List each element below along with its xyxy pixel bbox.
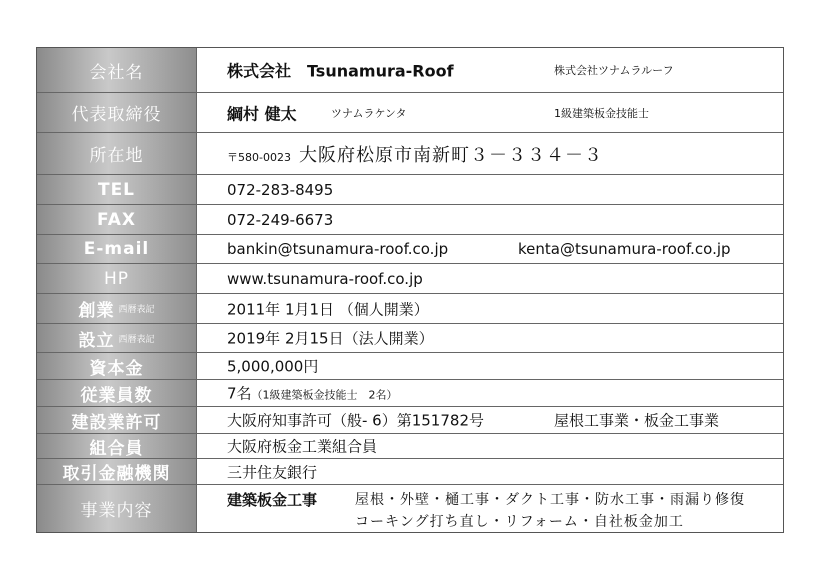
- label-representative: 代表取締役: [37, 93, 197, 132]
- label-fax: FAX: [37, 205, 197, 234]
- row-union: [37, 434, 783, 459]
- capital-amount: 5,000,000円: [227, 357, 319, 376]
- homepage-url: www.tsunamura-roof.co.jp: [227, 269, 423, 288]
- value-employees: [197, 380, 783, 406]
- established-date: 2019年 2月15日（法人開業）: [227, 329, 434, 348]
- row-homepage: [37, 264, 783, 294]
- label-bank: 取引金融機関: [37, 459, 197, 484]
- founded-note: 西暦表記: [118, 305, 155, 315]
- row-email: [37, 235, 783, 264]
- row-construction-permit: [37, 407, 783, 434]
- permit-types: 屋根工事業・板金工事業: [554, 411, 720, 430]
- row-business: [37, 485, 783, 532]
- company-name: 株式会社 Tsunamura-Roof: [227, 61, 454, 81]
- representative-license: 1級建築板金技能士: [554, 106, 649, 120]
- label-address: 所在地: [37, 133, 197, 174]
- label-capital: 資本金: [37, 353, 197, 379]
- label-email: E-mail: [37, 235, 197, 263]
- row-capital: [37, 353, 783, 380]
- value-business: [197, 485, 783, 532]
- label-established: 設立 西暦表記: [37, 324, 197, 352]
- representative-name: 綱村 健太: [227, 104, 297, 123]
- established-note: 西暦表記: [118, 334, 155, 345]
- company-profile-table: [36, 47, 784, 533]
- value-company-name: [197, 48, 783, 92]
- representative-kana: ツナムラケンタ: [331, 106, 407, 120]
- row-employees: [37, 380, 783, 407]
- founded-date: 2011年 1月1日 （個人開業）: [227, 300, 429, 318]
- row-established: [37, 324, 783, 353]
- value-construction-permit: [197, 407, 783, 433]
- label-founded: 創業 西暦表記: [37, 294, 197, 323]
- employee-detail: （1級建築板金技能士 2名）: [251, 388, 398, 402]
- bank-name: 三井住友銀行: [227, 463, 318, 481]
- value-homepage: [197, 264, 783, 293]
- label-business: 事業内容: [37, 485, 197, 532]
- union-name: 大阪府板金工業組合員: [227, 437, 378, 456]
- value-founded: [197, 294, 783, 323]
- value-union: [197, 434, 783, 458]
- employee-count: 7名: [227, 384, 252, 403]
- value-bank: [197, 459, 783, 484]
- value-fax: [197, 205, 783, 234]
- row-address: [37, 133, 783, 175]
- row-company-name: [37, 48, 783, 93]
- permit-number: 大阪府知事許可（般- 6）第151782号: [227, 411, 484, 430]
- email-address-1: bankin@tsunamura-roof.co.jp: [227, 240, 449, 258]
- company-name-kana: 株式会社ツナムラルーフ: [554, 64, 674, 77]
- row-tel: [37, 175, 783, 205]
- value-email: [197, 235, 783, 263]
- postal-code: 〒580-0023: [227, 150, 291, 164]
- value-capital: [197, 353, 783, 379]
- label-construction-permit: 建設業許可: [37, 407, 197, 433]
- row-representative: [37, 93, 783, 133]
- label-union: 組合員: [37, 434, 197, 458]
- row-founded: [37, 294, 783, 324]
- business-description: [355, 489, 745, 533]
- label-company-name: 会社名: [37, 48, 197, 92]
- label-homepage: HP: [37, 264, 197, 293]
- label-employees: 従業員数: [37, 380, 197, 406]
- value-tel: [197, 175, 783, 204]
- business-line-1: 屋根・外壁・樋工事・ダクト工事・防水工事・雨漏り修復: [355, 492, 745, 508]
- business-line-2: コーキング打ち直し・リフォーム・自社板金加工: [355, 514, 684, 530]
- tel-number: 072-283-8495: [227, 180, 334, 199]
- row-bank: [37, 459, 783, 485]
- row-fax: [37, 205, 783, 235]
- email-address-2: kenta@tsunamura-roof.co.jp: [518, 240, 731, 258]
- label-tel: TEL: [37, 175, 197, 204]
- value-representative: [197, 93, 783, 132]
- value-established: [197, 324, 783, 352]
- fax-number: 072-249-6673: [227, 210, 334, 229]
- address-text: 大阪府松原市南新町３－３３４－３: [298, 144, 603, 166]
- value-address: [197, 133, 783, 174]
- business-title: 建築板金工事: [227, 491, 318, 509]
